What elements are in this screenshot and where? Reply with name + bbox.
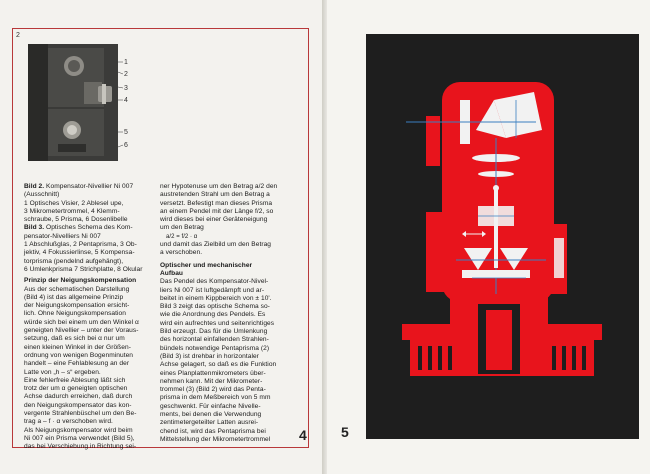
text-line: Bild erzeugt. Das für die Umlenkung [160,328,268,336]
text-line: Als Neigungskompensator wird beim [24,426,133,434]
callout-4: 4 [124,97,128,104]
callout-5: 5 [124,129,128,136]
text-line: a verschoben. [160,249,203,257]
instrument-photo-illustration [28,44,118,161]
text-line: Achse gelagert, so daß es die Funktion [160,361,277,369]
optical-schema-figure [366,34,639,439]
text-line: und damit das Zielbild um den Betrag [160,241,272,249]
section2-heading-line2: Aufbau [160,269,184,277]
left-page [0,0,322,474]
right-page [327,0,650,474]
text-line: wird ein aufrechtes und seitenrichtiges [160,319,275,327]
text-line: bündels notwendige Pentaprisma (2) [160,344,270,352]
text-line: Eine fehlerfreie Ablesung läßt sich [24,376,126,384]
text-line: beitet in einem Kippbereich von ± 10'. [160,294,272,302]
text-line: Bild 3 zeigt das optische Schema so- [160,303,270,311]
text-line: setzung, daß es sich bei α nur um [24,335,125,343]
page-number-left: 4 [299,427,307,443]
optical-schema-diagram [366,34,639,439]
callout-2: 2 [124,71,128,78]
text-line: handelt – eine Fehlablesung an der [24,360,130,368]
col2-body-mid [160,241,290,258]
text-line: Achse dadurch erreichen, daß durch [24,393,133,401]
text-line: geneigten Nivellier – unter der Voraus- [24,327,139,335]
callout-6: 6 [124,142,128,149]
text-line: Ni 007 ein Prisma verwendet (Bild 5), [24,434,135,442]
text-line: wie die Anordnung des Pendels. Es [160,311,266,319]
text-line: Mittelstellung der Mikrometertrommel [160,435,271,443]
text-line: würde sich bei einem um den Winkel α [24,318,139,326]
text-line: 3 Mikrometertrommel, 4 Klemm- [24,207,120,215]
text-line: 6 Umlenkprisma 7 Strichplatte, 8 Okular [24,265,143,273]
text-line: um den Betrag [160,224,204,232]
section1-body [24,286,148,452]
text-line: jektiv, 4 Fokussierlinse, 5 Kompensa- [24,249,135,257]
text-line: Bild 2. Kompensator-Nivellier Ni 007 [24,183,134,190]
text-line: der Neigungskompensation ersicht- [24,302,130,310]
text-line: trommel (3) (Bild 2) wird das Penta- [160,386,266,394]
text-line: 1 Optisches Visier, 2 Ablesel upe, [24,199,124,207]
text-line: (Ausschnitt) [24,191,60,199]
figure-captions [24,183,148,274]
text-line: des horizontal einfallenden Strahlen- [160,336,269,344]
section2-heading-line1: Optischer und mechanischer [160,261,253,269]
section1-heading: Prinzip der Neigungskompensation [24,277,137,285]
text-column-2 [160,183,290,444]
text-line: ner Hypotenuse um den Betrag a/2 den [160,183,278,190]
formula: a/2 = f/2 · α [166,233,198,240]
text-line: versetzt. Befestigt man dieses Prisma [160,199,273,207]
text-line: wird dieses bei einer Geräteneigung [160,216,268,224]
text-line: den Neigungskompensator das kon- [24,401,132,409]
text-line: eines Planplattenmikrometers über- [160,369,266,377]
text-line: ordnung von wenigen Bogenminuten [24,351,134,359]
text-line: Aus der schematischen Darstellung [24,285,130,293]
figure-2-number: 2 [16,32,20,39]
text-line: einen kleinen Winkel in der Größen- [24,343,131,351]
text-line: zentimetergeteilter Latten ausrei- [160,419,259,427]
text-line: lich. Ohne Neigungskompensation [24,310,126,318]
text-line: (Bild 4) ist das allgemeine Prinzip [24,293,124,301]
text-line: Bild 3. Optisches Schema des Kom- [24,224,133,232]
callout-1: 1 [124,59,128,66]
text-line: chend ist, wird das Pentaprisma bei [160,427,266,435]
col2-body-top [160,183,290,233]
text-line: (Bild 3) ist drehbar in horizontaler [160,352,259,360]
text-column-1 [24,183,148,452]
text-line: 1 Abschlußglas, 2 Pentaprisma, 3 Ob- [24,241,137,249]
text-line: pensator-Nivelliers Ni 007 [24,232,101,240]
text-line: torprisma (pendelnd aufgehängt), [24,257,124,265]
text-line: an einem Pendel mit der Länge f/2, so [160,207,274,215]
instrument-photo [28,44,118,161]
text-line: liers Ni 007 ist luftgedämpft und ar- [160,286,265,294]
text-line: Latte von „h – s“ ergeben. [24,368,101,376]
text-line: trotz der um α geneigten optischen [24,385,128,393]
text-line: das bei Verschiebung in Richtung sei- [24,443,137,451]
text-line: geschwenkt. Für einfache Nivelle- [160,402,261,410]
callout-3: 3 [124,85,128,92]
text-line: vergente Strahlenbüschel um den Be- [24,410,137,418]
text-line: austretenden Strahl um den Betrag a [160,191,270,199]
text-line: schraube, 5 Prisma, 6 Dosenlibelle [24,216,128,224]
text-line: ments, bei denen die Verwendung [160,411,262,419]
text-line: prisma in dem Meßbereich von 5 mm [160,394,271,402]
text-line: nehmen kann. Mit der Mikrometer- [160,377,263,385]
section2-body [160,278,290,444]
text-line: trag a – f · α verschoben wird. [24,418,113,426]
text-line: Das Pendel des Kompensator-Nivel- [160,278,269,286]
page-number-right: 5 [341,424,349,440]
